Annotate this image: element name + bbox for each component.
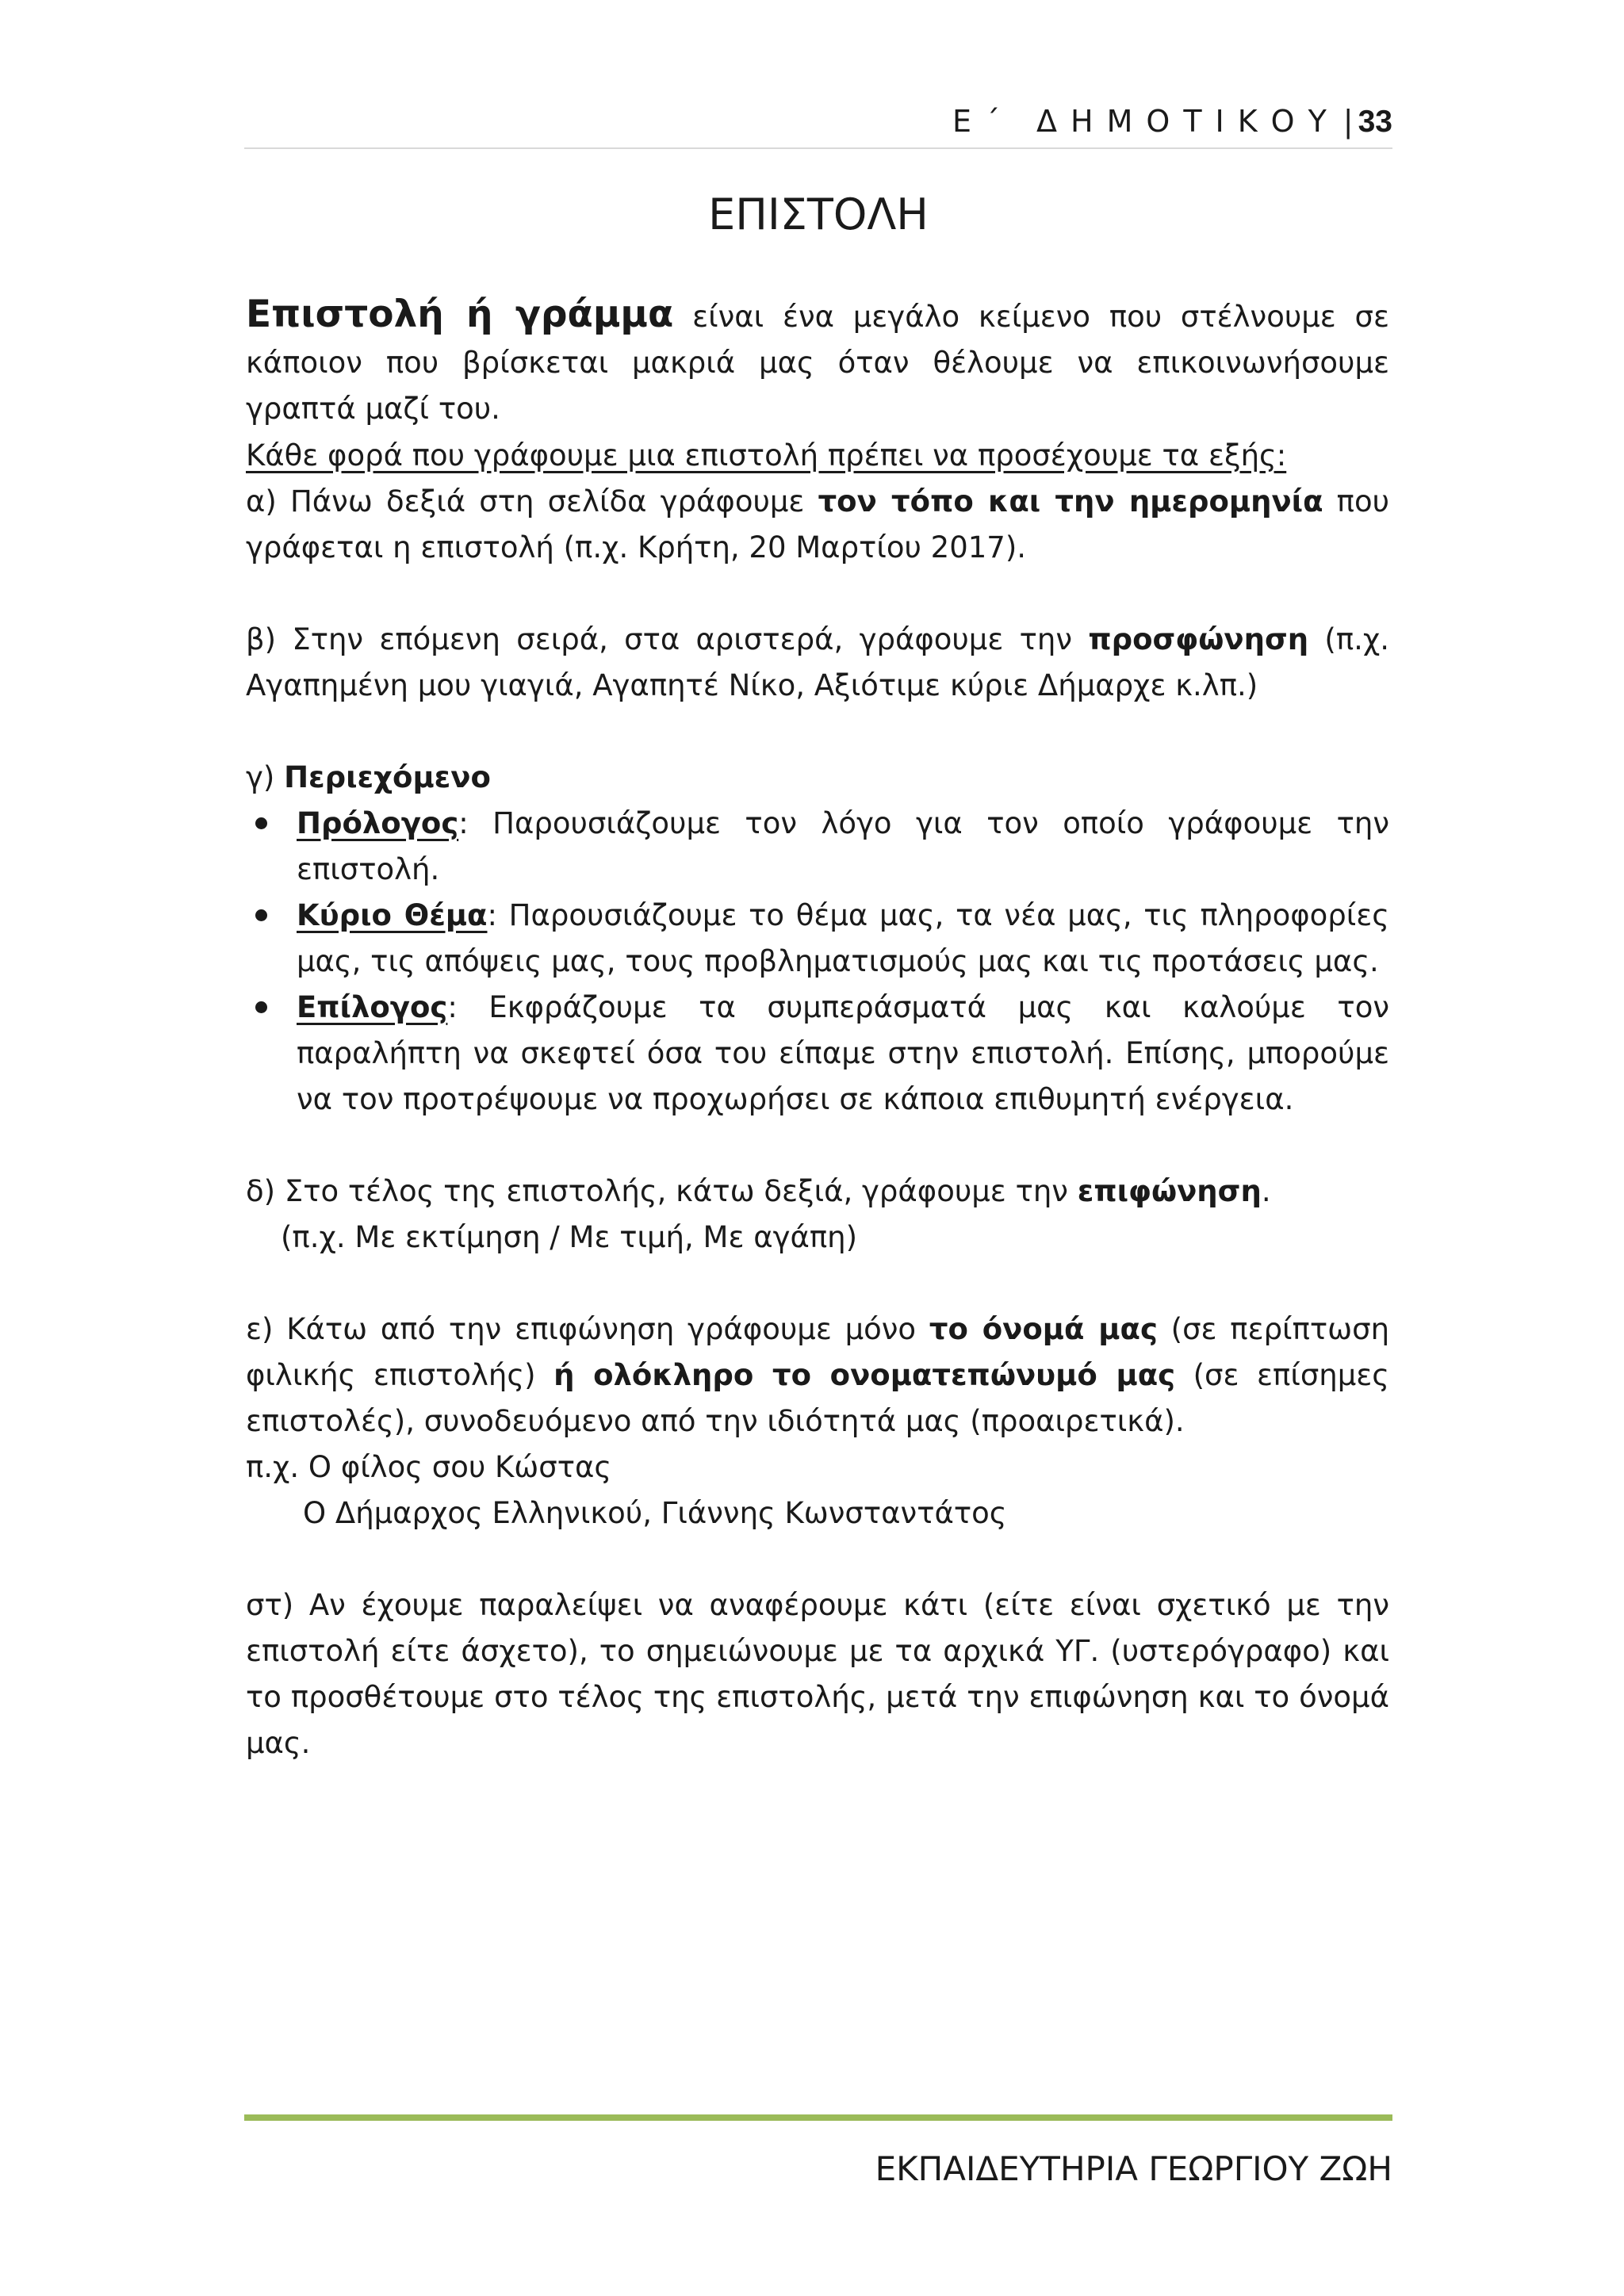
- bullet-text: : Εκφράζουμε τα συμπεράσματά μας και καλούμε τον παραλήπτη να σκεφτεί όσα του είπαμε στην επιστολή. Επίσης, μπορούμε να τον προτρέψουμε να προχωρήσει σε κάποια επιθυμητή ενέργεια.: [297, 990, 1389, 1116]
- item-e-bold-2: ή ολόκληρο το ονοματεπώνυμό μας: [553, 1358, 1176, 1392]
- item-f: στ) Αν έχουμε παραλείψει να αναφέρουμε κάτι (είτε είναι σχετικό με την επιστολή είτε άσχετο), το σημειώνουμε με τα αρχικά ΥΓ. (υστερόγραφο) και το προσθέτουμε στο τέλος της επιστολής, μετά την επιφώνηση και το όνομά μας.: [246, 1588, 1389, 1760]
- bullet-icon: [255, 909, 267, 921]
- item-a-bold: τον τόπο και την ημερομηνία: [818, 484, 1323, 519]
- page-footer: ΕΚΠΑΙΔΕΥΤΗΡΙΑ ΓΕΩΡΓΙΟΥ ΖΩΗ: [875, 2149, 1392, 2188]
- rules-heading: Κάθε φορά που γράφουμε μια επιστολή πρέπει να προσέχουμε τα εξής:: [246, 438, 1287, 473]
- item-b-bold: προσφώνηση: [1088, 622, 1309, 656]
- header-divider: [244, 147, 1392, 149]
- list-item: [246, 985, 1389, 1123]
- intro-lead: Επιστολή ή γράμμα: [246, 293, 674, 336]
- item-b: [246, 617, 1389, 709]
- intro-text: είναι ένα μεγάλο κείμενο που στέλνουμε σε κάποιον που βρίσκεται μακριά μας όταν θέλουμε να επικοινωνήσουμε γραπτά μαζί του.: [246, 300, 1390, 426]
- page-header: [244, 101, 1392, 141]
- item-d-text-end: .: [1261, 1174, 1271, 1208]
- item-d: [246, 1169, 1389, 1215]
- content-bullet-list: [246, 801, 1389, 1123]
- item-a-text: α) Πάνω δεξιά στη σελίδα γράφουμε: [246, 484, 818, 519]
- page-number: 33: [1358, 105, 1392, 139]
- bullet-term: Κύριο Θέμα: [297, 898, 488, 932]
- bullet-term: Πρόλογος: [297, 806, 459, 840]
- header-separator: |: [1342, 104, 1354, 139]
- header-subject: Ε΄ ΔΗΜΟΤΙΚΟΥ: [952, 104, 1340, 139]
- list-item: [246, 893, 1389, 985]
- item-d-bold: επιφώνηση: [1077, 1174, 1262, 1208]
- item-c-bold: Περιεχόμενο: [284, 760, 491, 794]
- bullet-icon: [255, 1001, 267, 1013]
- item-b-text-end: (π.χ. Αγαπημένη μου γιαγιά, Αγαπητέ Νίκο, Αξιότιμε κύριε Δήμαρχε κ.λπ.): [246, 622, 1389, 702]
- bullet-text: : Παρουσιάζουμε το θέμα μας, τα νέα μας, τις πληροφορίες μας, τις απόψεις μας, τους προβληματισμούς μας και τις προτάσεις μας.: [297, 898, 1389, 978]
- item-e-text-end: (σε επίσημες επιστολές), συνοδευόμενο από την ιδιότητά μας (προαιρετικά).: [246, 1358, 1389, 1438]
- bullet-icon: [255, 817, 267, 829]
- item-c: [246, 755, 1389, 801]
- item-a-text-end: που γράφεται η επιστολή (π.χ. Κρήτη, 20 Μαρτίου 2017).: [246, 484, 1389, 564]
- item-e-bold-1: το όνομά μας: [929, 1312, 1158, 1346]
- item-b-text: β) Στην επόμενη σειρά, στα αριστερά, γράφουμε την: [246, 622, 1089, 656]
- item-e-example-1: π.χ. Ο φίλος σου Κώστας: [246, 1450, 612, 1484]
- item-e-text-mid: (σε περίπτωση φιλικής επιστολής): [246, 1312, 1390, 1392]
- item-c-prefix: γ): [246, 760, 285, 794]
- intro-paragraph: [246, 292, 1389, 432]
- bullet-text: : Παρουσιάζουμε τον λόγο για τον οποίο γράφουμε την επιστολή.: [297, 806, 1389, 886]
- item-d-example: (π.χ. Με εκτίμηση / Με τιμή, Με αγάπη): [281, 1220, 858, 1254]
- item-e-text: ε) Κάτω από την επιφώνηση γράφουμε μόνο: [246, 1312, 929, 1346]
- item-e-example-2: Ο Δήμαρχος Ελληνικού, Γιάννης Κωνσταντάτος: [303, 1496, 1007, 1530]
- bullet-term: Επίλογος: [297, 990, 448, 1024]
- rules-section: [246, 433, 1389, 1766]
- footer-divider: [244, 2114, 1392, 2121]
- item-a: [246, 479, 1389, 571]
- list-item: [246, 801, 1389, 893]
- page-title: ΕΠΙΣΤΟΛΗ: [708, 189, 929, 239]
- item-d-text: δ) Στο τέλος της επιστολής, κάτω δεξιά, γράφουμε την: [246, 1174, 1078, 1208]
- item-e: [246, 1307, 1389, 1445]
